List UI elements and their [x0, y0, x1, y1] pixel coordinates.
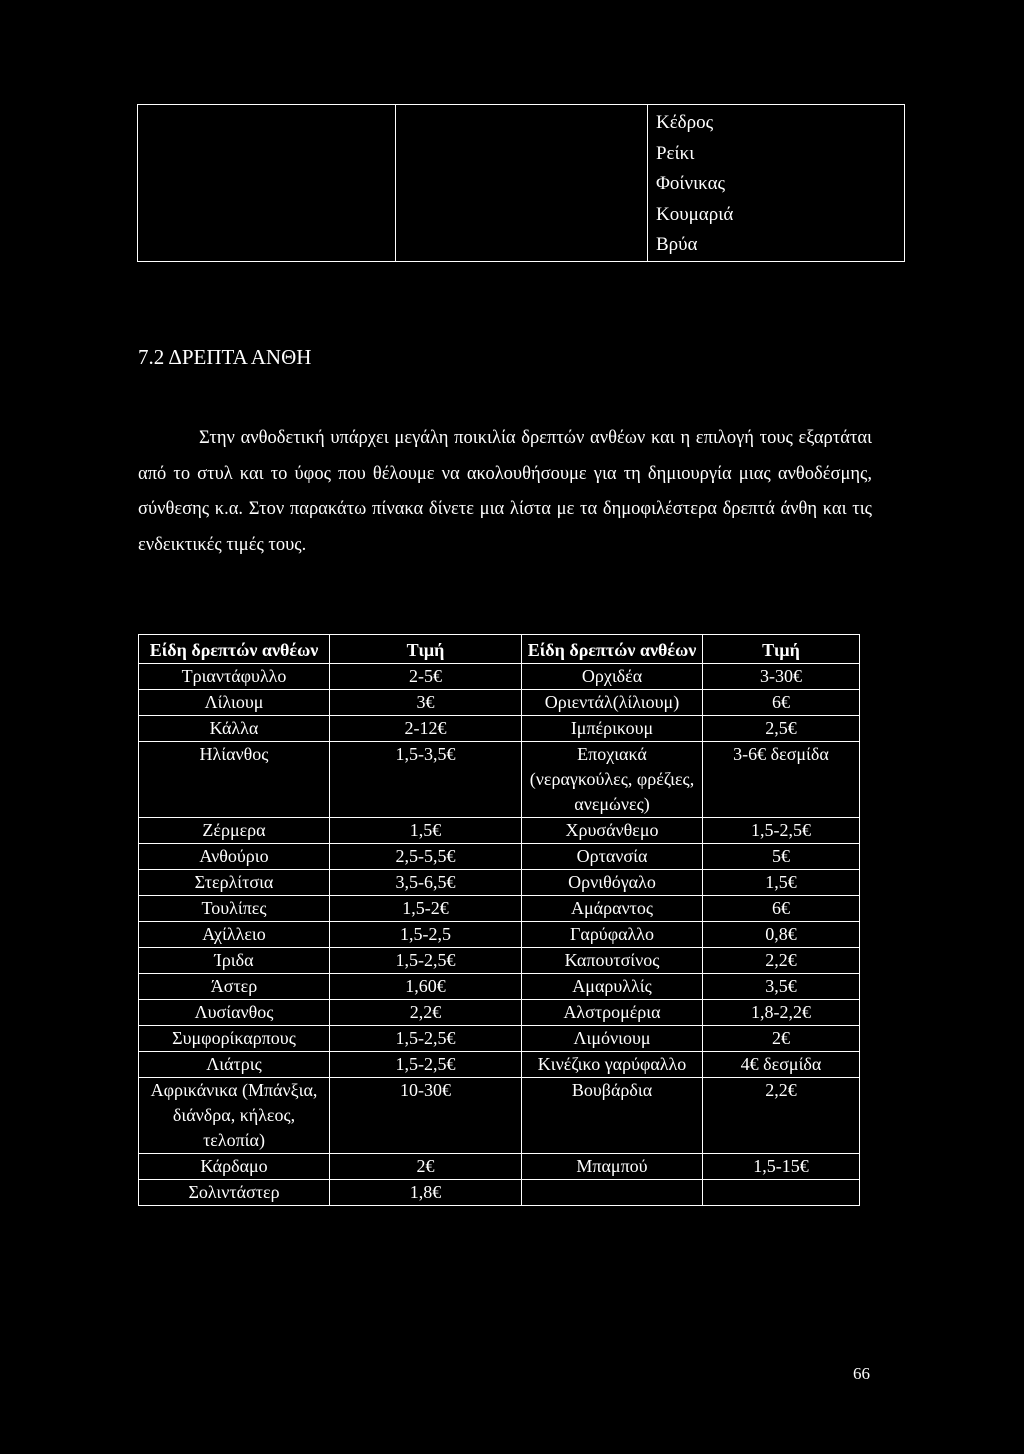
flower-name-cell: Ηλίανθος [139, 742, 330, 818]
price-cell: 1,5-3,5€ [330, 742, 522, 818]
price-cell: 1,5-2,5€ [330, 948, 522, 974]
price-cell: 2,5€ [703, 716, 860, 742]
price-cell: 1,5-2,5€ [330, 1052, 522, 1078]
price-cell: 1,8€ [330, 1180, 522, 1206]
price-cell: 1,5€ [703, 870, 860, 896]
flower-name-cell: Χρυσάνθεμο [522, 818, 703, 844]
table-row [139, 818, 860, 844]
flower-name-cell: Ορχιδέα [522, 664, 703, 690]
flower-name-cell: Τουλίπες [139, 896, 330, 922]
price-cell: 1,5-2,5€ [703, 818, 860, 844]
flower-name-cell: Μπαμπού [522, 1154, 703, 1180]
flower-name-cell: Κάλλα [139, 716, 330, 742]
flower-name-cell: Λιμόνιουμ [522, 1026, 703, 1052]
table-header-row [139, 635, 860, 664]
flower-name-cell: Αμαρυλλίς [522, 974, 703, 1000]
flower-name-cell: Ορνιθόγαλο [522, 870, 703, 896]
flower-price-table [138, 634, 860, 1206]
price-cell [703, 1180, 860, 1206]
flower-name-cell: Τριαντάφυλλο [139, 664, 330, 690]
flower-name-cell: Ζέρμερα [139, 818, 330, 844]
price-cell: 3,5€ [703, 974, 860, 1000]
price-cell: 10-30€ [330, 1078, 522, 1154]
flower-name-cell: Λυσίανθος [139, 1000, 330, 1026]
page-number: 66 [853, 1364, 870, 1383]
tree-item: Βρύα [655, 234, 698, 255]
flower-name-cell: Οριεντάλ(λίλιουμ) [522, 690, 703, 716]
price-cell: 1,60€ [330, 974, 522, 1000]
table-row [139, 690, 860, 716]
table-row [139, 1026, 860, 1052]
price-cell: 1,5-15€ [703, 1154, 860, 1180]
table-body [139, 664, 860, 1206]
trees-table [137, 104, 905, 262]
table-row [139, 948, 860, 974]
flower-name-cell: Καπουτσίνος [522, 948, 703, 974]
flower-name-cell: Αχίλλειο [139, 922, 330, 948]
flower-name-cell: Συμφορίκαρπους [139, 1026, 330, 1052]
header-price: Τιμή [703, 635, 860, 664]
flower-name-cell: Βουβάρδια [522, 1078, 703, 1154]
table-row [139, 716, 860, 742]
price-cell: 2€ [703, 1026, 860, 1052]
price-cell: 1,5-2€ [330, 896, 522, 922]
trees-list [648, 105, 904, 261]
intro-paragraph: Στην ανθοδετική υπάρχει μεγάλη ποικιλία δρεπτών ανθέων και η επιλογή τους εξαρτάται από το στυλ και το ύφος που θέλουμε να ακολουθήσουμε για τη δημιουργία μιας ανθοδέσμης, σύνθεσης κ.α. Στον παρακάτω πίνακα δίνετε μια λίστα με τα δημοφιλέστερα δρεπτά άνθη και τις ενδεικτικές τιμές τους. [138, 428, 872, 555]
flower-name-cell: Ιμπέρικουμ [522, 716, 703, 742]
price-cell: 1,8-2,2€ [703, 1000, 860, 1026]
price-cell: 2€ [330, 1154, 522, 1180]
flower-name-cell: Αμάραντος [522, 896, 703, 922]
flower-name-cell: Σολιντάστερ [139, 1180, 330, 1206]
flower-name-cell: Στερλίτσια [139, 870, 330, 896]
price-cell: 3,5-6,5€ [330, 870, 522, 896]
price-cell: 6€ [703, 690, 860, 716]
table-row [139, 844, 860, 870]
flower-name-cell: Εποχιακά (νεραγκούλες, φρέζιες, ανεμώνες) [522, 742, 703, 818]
trees-table-cell-1 [138, 105, 396, 262]
price-cell: 2,5-5,5€ [330, 844, 522, 870]
flower-name-cell: Λιάτρις [139, 1052, 330, 1078]
table-row [139, 870, 860, 896]
flower-name-cell: Ορτανσία [522, 844, 703, 870]
price-cell: 5€ [703, 844, 860, 870]
header-flower-type: Είδη δρεπτών ανθέων [139, 635, 330, 664]
price-cell: 6€ [703, 896, 860, 922]
trees-table-cell-3 [647, 105, 904, 262]
flower-name-cell: Γαρύφαλλο [522, 922, 703, 948]
table-row [139, 896, 860, 922]
flower-name-cell: Λίλιουμ [139, 690, 330, 716]
price-cell: 2,2€ [703, 1078, 860, 1154]
flower-name-cell: Ίριδα [139, 948, 330, 974]
price-cell: 3-6€ δεσμίδα [703, 742, 860, 818]
table-row [139, 664, 860, 690]
flower-name-cell: Ανθούριο [139, 844, 330, 870]
flower-name-cell: Αλστρομέρια [522, 1000, 703, 1026]
table-row [139, 1000, 860, 1026]
price-cell: 1,5-2,5€ [330, 1026, 522, 1052]
table-row [139, 974, 860, 1000]
price-cell: 3€ [330, 690, 522, 716]
header-flower-type: Είδη δρεπτών ανθέων [522, 635, 703, 664]
header-price: Τιμή [330, 635, 522, 664]
section-title: 7.2 ΔΡΕΠΤΑ ΑΝΘΗ [138, 345, 312, 369]
tree-item: Κέδρος [655, 112, 714, 133]
price-cell: 3-30€ [703, 664, 860, 690]
price-cell: 0,8€ [703, 922, 860, 948]
price-cell: 2-5€ [330, 664, 522, 690]
price-cell: 2-12€ [330, 716, 522, 742]
price-cell: 2,2€ [703, 948, 860, 974]
flower-name-cell: Κινέζικο γαρύφαλλο [522, 1052, 703, 1078]
trees-table-cell-2 [396, 105, 648, 262]
table-row [139, 742, 860, 818]
table-row [139, 1180, 860, 1206]
flower-name-cell: Κάρδαμο [139, 1154, 330, 1180]
flower-name-cell [522, 1180, 703, 1206]
tree-item: Κουμαριά [655, 203, 734, 225]
table-row [139, 1154, 860, 1180]
price-cell: 2,2€ [330, 1000, 522, 1026]
tree-item: Φοίνικας [655, 173, 726, 194]
table-row [139, 1052, 860, 1078]
price-cell: 1,5-2,5 [330, 922, 522, 948]
flower-name-cell: Άστερ [139, 974, 330, 1000]
table-row [139, 922, 860, 948]
flower-name-cell: Αφρικάνικα (Μπάνξια, διάνδρα, κήλεος, τελοπία) [139, 1078, 330, 1154]
trees-table-row [138, 105, 905, 262]
price-cell: 4€ δεσμίδα [703, 1052, 860, 1078]
price-cell: 1,5€ [330, 818, 522, 844]
tree-item: Ρείκι [655, 142, 695, 164]
table-row [139, 1078, 860, 1154]
